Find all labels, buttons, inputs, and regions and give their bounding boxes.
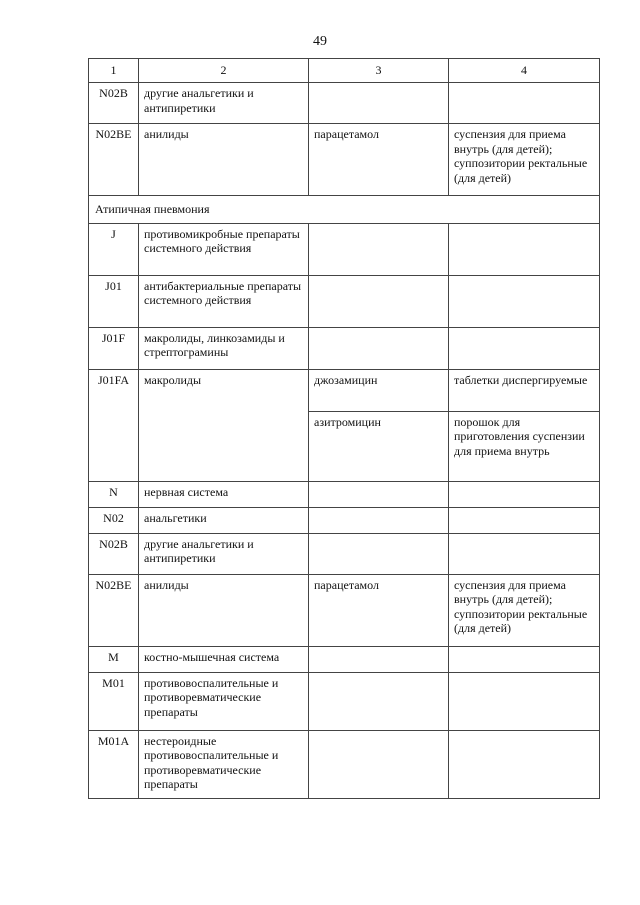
table-row bbox=[89, 672, 600, 730]
atc-code: J01FA bbox=[89, 369, 139, 481]
group-name: противовоспалительные и противоревматические препараты bbox=[139, 672, 309, 730]
dosage-form bbox=[449, 223, 600, 275]
drug-name bbox=[309, 730, 449, 798]
column-header-4: 4 bbox=[449, 59, 600, 83]
header-row bbox=[89, 59, 600, 83]
atc-code: J01F bbox=[89, 327, 139, 369]
atc-code: N02BE bbox=[89, 574, 139, 646]
table-row bbox=[89, 507, 600, 533]
group-name: другие анальгетики и антипиретики bbox=[139, 83, 309, 124]
drug-name bbox=[309, 275, 449, 327]
drug-name bbox=[309, 533, 449, 574]
drug-name bbox=[309, 507, 449, 533]
drug-name: джозамицин bbox=[309, 369, 449, 411]
table-row bbox=[89, 124, 600, 196]
table-row bbox=[89, 83, 600, 124]
drug-name bbox=[309, 672, 449, 730]
section-row bbox=[89, 196, 600, 224]
atc-code: M bbox=[89, 646, 139, 672]
group-name: нестероидные противовоспалительные и противоревматические препараты bbox=[139, 730, 309, 798]
group-name: анилиды bbox=[139, 124, 309, 196]
table-row bbox=[89, 533, 600, 574]
table-row bbox=[89, 646, 600, 672]
table-row bbox=[89, 730, 600, 798]
dosage-form bbox=[449, 533, 600, 574]
group-name: анальгетики bbox=[139, 507, 309, 533]
group-name: анилиды bbox=[139, 574, 309, 646]
section-title: Атипичная пневмония bbox=[89, 196, 600, 224]
atc-code: N02B bbox=[89, 533, 139, 574]
table-row bbox=[89, 275, 600, 327]
dosage-form bbox=[449, 481, 600, 507]
group-name: макролиды bbox=[139, 369, 309, 481]
atc-code: N02BE bbox=[89, 124, 139, 196]
dosage-form: суспензия для приема внутрь (для детей); суппозитории ректальные (для детей) bbox=[449, 124, 600, 196]
dosage-form: порошок для приготовления суспензии для приема внутрь bbox=[449, 411, 600, 481]
atc-code: N02 bbox=[89, 507, 139, 533]
drug-name bbox=[309, 223, 449, 275]
dosage-form: таблетки диспергируемые bbox=[449, 369, 600, 411]
drug-name bbox=[309, 646, 449, 672]
dosage-form bbox=[449, 275, 600, 327]
dosage-form bbox=[449, 730, 600, 798]
dosage-form bbox=[449, 646, 600, 672]
group-name: макролиды, линкозамиды и стрептограмины bbox=[139, 327, 309, 369]
drug-name bbox=[309, 327, 449, 369]
drug-name: азитромицин bbox=[309, 411, 449, 481]
group-name: антибактериальные препараты системного действия bbox=[139, 275, 309, 327]
atc-code: N bbox=[89, 481, 139, 507]
page-number: 49 bbox=[313, 34, 327, 49]
table-row bbox=[89, 574, 600, 646]
table-row bbox=[89, 223, 600, 275]
drug-name bbox=[309, 481, 449, 507]
table-row bbox=[89, 369, 600, 411]
atc-code: J01 bbox=[89, 275, 139, 327]
table-row bbox=[89, 327, 600, 369]
dosage-form bbox=[449, 327, 600, 369]
atc-code: N02B bbox=[89, 83, 139, 124]
drug-name: парацетамол bbox=[309, 574, 449, 646]
dosage-form: суспензия для приема внутрь (для детей); суппозитории ректальные (для детей) bbox=[449, 574, 600, 646]
dosage-form bbox=[449, 507, 600, 533]
atc-code: J bbox=[89, 223, 139, 275]
table-row bbox=[89, 481, 600, 507]
atc-code: M01A bbox=[89, 730, 139, 798]
group-name: противомикробные препараты системного действия bbox=[139, 223, 309, 275]
group-name: костно-мышечная система bbox=[139, 646, 309, 672]
dosage-form bbox=[449, 672, 600, 730]
dosage-form bbox=[449, 83, 600, 124]
group-name: нервная система bbox=[139, 481, 309, 507]
column-header-3: 3 bbox=[309, 59, 449, 83]
medication-table bbox=[88, 58, 600, 799]
column-header-1: 1 bbox=[89, 59, 139, 83]
drug-name bbox=[309, 83, 449, 124]
drug-name: парацетамол bbox=[309, 124, 449, 196]
column-header-2: 2 bbox=[139, 59, 309, 83]
group-name: другие анальгетики и антипиретики bbox=[139, 533, 309, 574]
atc-code: M01 bbox=[89, 672, 139, 730]
